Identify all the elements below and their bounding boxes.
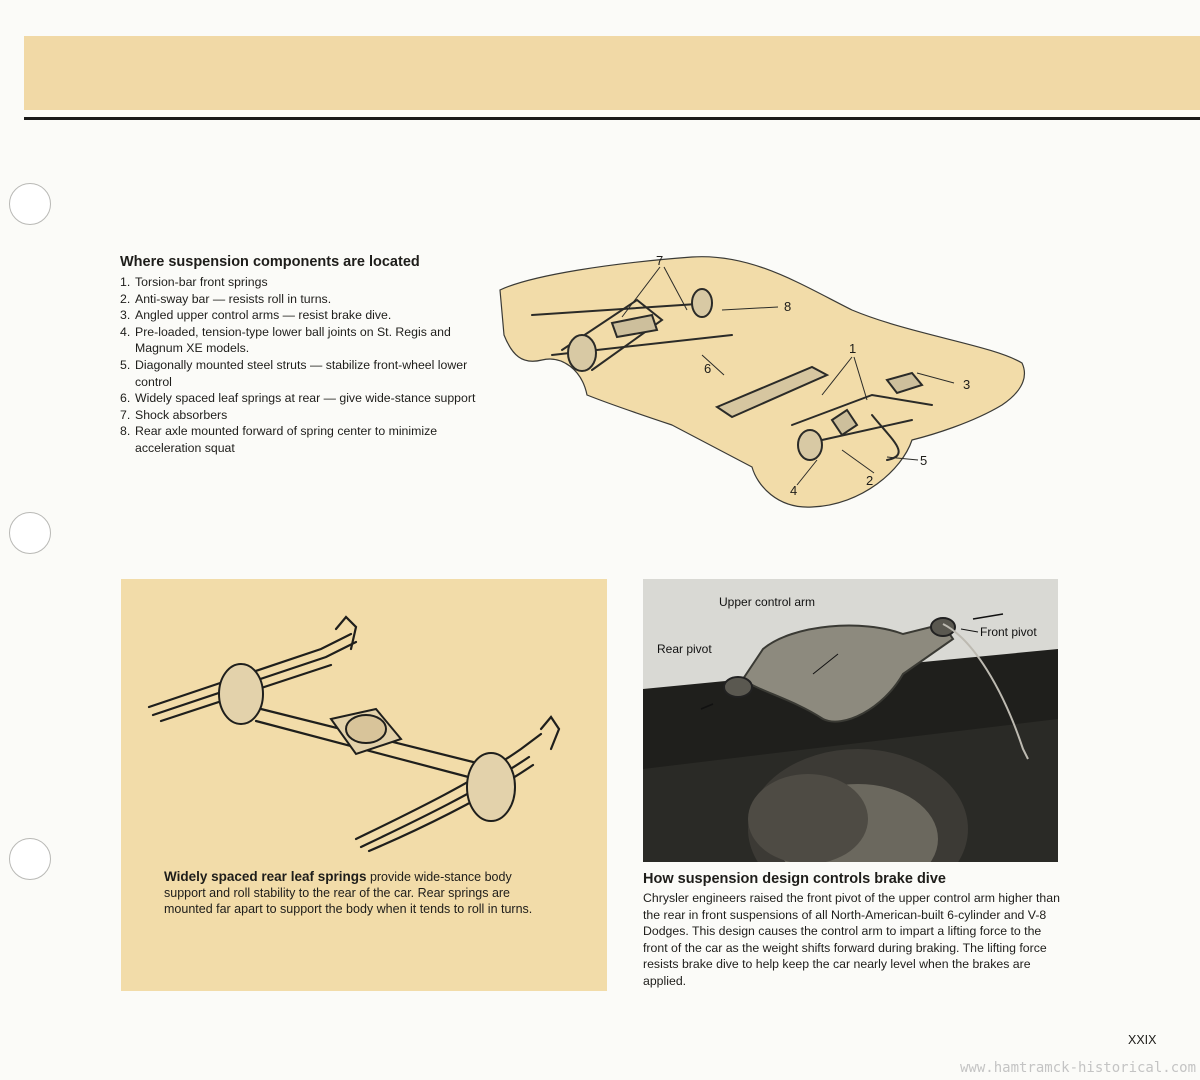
brake-dive-title: How suspension design controls brake dive [643, 871, 946, 887]
list-item: 7. Shock absorbers [120, 407, 228, 422]
rear-springs-illustration [141, 589, 561, 859]
list-item: 5. Diagonally mounted steel struts — stabilize front-wheel lower control [120, 357, 468, 389]
page-number: XXIX [1128, 1033, 1157, 1047]
binder-hole-bottom [9, 838, 51, 880]
watermark: www.hamtramck-historical.com [960, 1060, 1197, 1076]
label-front-pivot: Front pivot [980, 625, 1037, 639]
list-item: 3. Angled upper control arms — resist brake dive. [120, 308, 392, 323]
list-item: 2. Anti-sway bar — resists roll in turns. [120, 291, 332, 306]
brake-dive-section [643, 871, 1063, 990]
header-rule [24, 117, 1200, 120]
control-arm-photo-image [643, 579, 1058, 862]
control-arm-photo [643, 579, 1058, 862]
callout-5: 5 [920, 453, 928, 468]
components-title: Where suspension components are located [120, 254, 420, 270]
header-band [24, 36, 1200, 110]
callout-4: 4 [790, 483, 798, 498]
binder-hole-top [9, 183, 51, 225]
callout-7: 7 [656, 253, 664, 268]
list-item: 6. Widely spaced leaf springs at rear — give wide-stance support [120, 391, 476, 406]
rear-springs-caption: Widely spaced rear leaf springs provide wide-stance body support and roll stability to the rear of the car. Rear springs are mounted far apart to support the body when it tends to roll in turns. [164, 869, 533, 916]
brake-dive-text: Chrysler engineers raised the front pivot of the upper control arm higher than the rear in front suspensions of all North-American-built 6-cylinder and V-8 Dodges. This design causes the control arm to impart a lifting force to the front of the car as the weight shifts forward during braking. The lifting force resists brake dive to help keep the car nearly level when the brakes are applied. [643, 891, 1060, 988]
rear-springs-panel [121, 579, 607, 991]
list-item: 1. Torsion-bar front springs [120, 275, 268, 289]
car-silhouette [500, 257, 1024, 507]
list-item: 8. Rear axle mounted forward of spring center to minimize acceleration squat [120, 424, 438, 455]
components-section [120, 254, 500, 457]
callout-6: 6 [704, 361, 712, 376]
car-suspension-diagram [492, 245, 1032, 515]
callout-2: 2 [866, 473, 874, 488]
components-list [120, 274, 500, 457]
callout-1: 1 [849, 341, 857, 356]
callout-8: 8 [784, 299, 792, 314]
label-rear-pivot: Rear pivot [657, 642, 712, 656]
label-upper-control-arm: Upper control arm [719, 595, 816, 609]
binder-hole-middle [9, 512, 51, 554]
list-item: 4. Pre-loaded, tension-type lower ball joints on St. Regis and Magnum XE models. [120, 324, 451, 356]
callout-3: 3 [963, 377, 971, 392]
